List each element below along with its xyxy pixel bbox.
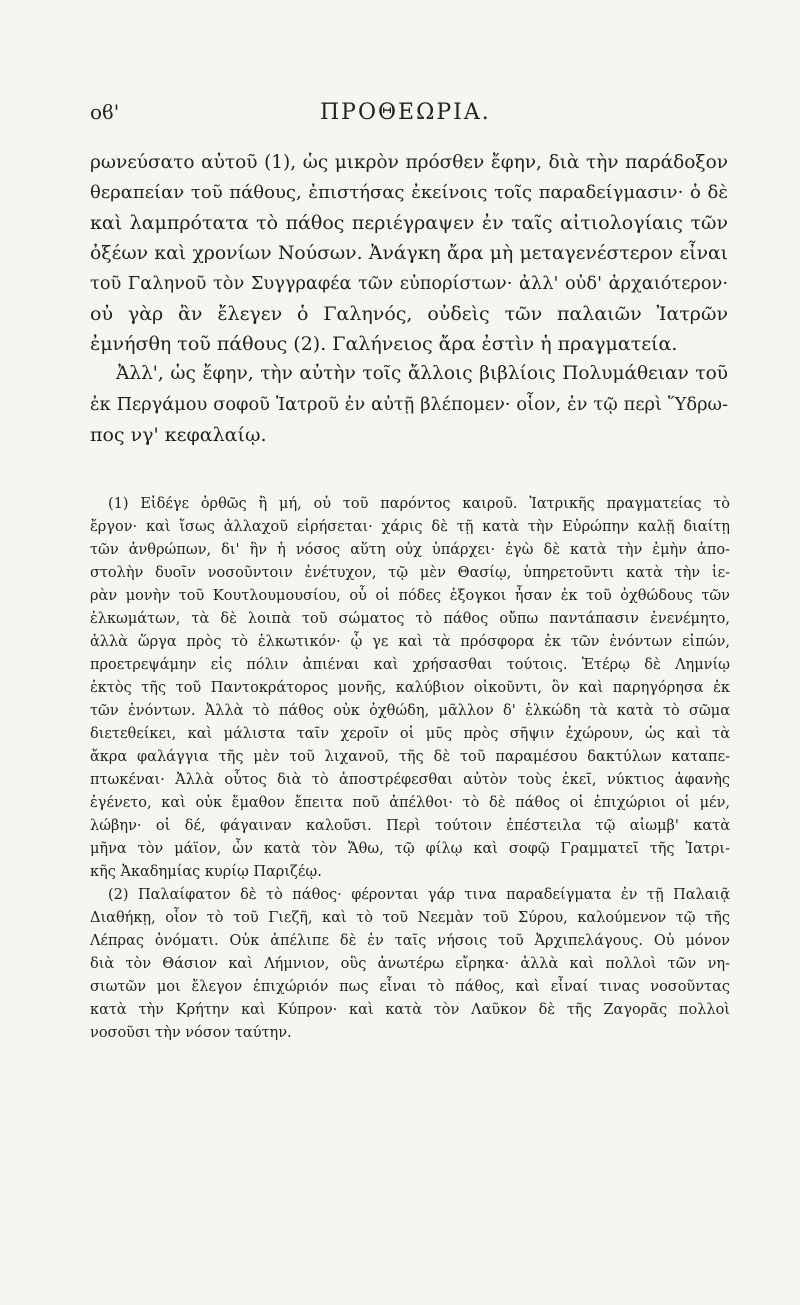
footnote-line: νοσοῦσι τὴν νόσον ταύτην. xyxy=(90,1025,292,1041)
footnote-line: ἐγένετο, καὶ οὐκ ἔμαθον ἔπειτα ποῦ ἀπέλθοι· τὸ δὲ πάθος οἱ ἐπιχώριοι οἱ μέν, xyxy=(90,795,730,811)
running-title: ΠΡΟΘΕΩΡΙΑ. xyxy=(320,100,491,125)
main-text-block xyxy=(90,148,728,450)
main-text-line: θεραπείαν τοῦ πάθους, ἐπιστήσας ἐκείνοις τοῖς παραδείγμασιν· ὁ δὲ xyxy=(90,182,728,204)
main-text-line: οὐ γὰρ ἂν ἔλεγεν ὁ Γαληνός, οὐδεὶς τῶν παλαιῶν Ἰατρῶν xyxy=(90,302,728,325)
footnote-line: κῆς Ἀκαδημίας κυρίῳ Παριζέῳ. xyxy=(90,864,322,880)
main-text-line: πος νγ' κεφαλαίῳ. xyxy=(90,423,267,446)
footnote-line: ἀλλὰ ὥργα πρὸς τὸ ἑλκωτικόν· ᾧ γε καὶ τὰ πρόσφορα ἐκ τῶν ἐνόντων εἰπών, xyxy=(90,634,730,650)
footnote-line: κατὰ τὴν Κρήτην καὶ Κύπρον· καὶ κατὰ τὸν Λαῦκον δὲ τῆς Ζαγορᾶς πολλοὶ xyxy=(90,1002,730,1018)
footnote-line: διετεθείκει, καὶ μάλιστα ταῖν χεροῖν οἱ μῦς πρὸς σῆψιν ἐχώρουν, ὡς καὶ τὰ xyxy=(90,726,730,742)
footnote-line: μῆνα τὸν μάϊον, ὧν κατὰ τὸν Ἄθω, τῷ φίλῳ καὶ σοφῷ Γραμματεῖ τῆς Ἰατρι- xyxy=(90,841,730,857)
footnote-line: ἑλκωμάτων, τὰ δὲ λοιπὰ τοῦ σώματος τὸ πάθος οὔπω παντάπασιν ἐνενέμητο, xyxy=(90,611,730,627)
footnote-line: ἔργον· καὶ ἴσως ἀλλαχοῦ εἰρήσεται· χάρις δὲ τῇ κατὰ τὴν Εὐρώπην καλῇ διαίτῃ xyxy=(90,519,730,535)
footnote-line: ἐκτὸς τῆς τοῦ Παντοκράτορος μονῆς, καλύβιον οἰκοῦντι, ὃν καὶ παρηγόρησα ἐκ xyxy=(90,680,730,696)
footnote-line: τῶν ἀνθρώπων, δι' ἣν ἡ νόσος αὕτη οὐχ ὑπάρχει· ἐγὼ δὲ κατὰ τὴν ἐμὴν ἀπο- xyxy=(90,542,730,558)
footnote-line: ρὰν μονὴν τοῦ Κουτλουμουσίου, οὗ οἱ πόδες ἐξογκοι ἦσαν ἐκ τοῦ ὀχθώδους τῶν xyxy=(90,588,730,604)
footnote-line: Λέπρας ὀνόματι. Οὐκ ἀπέλιπε δὲ ἐν ταῖς νήσοις τοῦ Ἀρχιπελάγους. Οὐ μόνον xyxy=(90,933,730,949)
main-text-line: ἐμνήσθη τοῦ πάθους (2). Γαλήνειος ἄρα ἐστὶν ἡ πραγματεία. xyxy=(90,333,678,356)
footnote-line: λώβην· οἱ δέ, φάγαιναν καλοῦσι. Περὶ τούτοιν ἐπέστειλα τῷ αἰωμβ' κατὰ xyxy=(90,818,730,834)
main-text-line: τοῦ Γαληνοῦ τὸν Συγγραφέα τῶν εὐπορίστων· ἀλλ' οὐδ' ἀρχαιότερον· xyxy=(90,273,728,294)
main-text-line: Ἀλλ', ὡς ἔφην, τὴν αὐτὴν τοῖς ἄλλοις βιβλίοις Πολυμάθειαν τοῦ xyxy=(116,363,728,385)
footnote-line: (1) Εἰδέγε ὀρθῶς ἢ μή, οὐ τοῦ παρόντος καιροῦ. Ἰατρικῆς πραγματείας τὸ xyxy=(108,496,730,512)
footnote-line: στολὴν δυοῖν νοσοῦντοιν ἐνέτυχον, τῷ μὲν Θασίῳ, ὑπηρετοῦντι κατὰ τὴν ἱε- xyxy=(90,565,730,581)
footnote-line: σιωτῶν μοι ἔλεγον ἐπιχώριόν πως εἶναι τὸ πάθος, καὶ εἶναί τινας νοσοῦντας xyxy=(90,979,730,995)
footnote-line: τῶν ἐνόντων. Ἀλλὰ τὸ πάθος οὐκ ὀχθώδη, μᾶλλον δ' ἑλκώδη τὰ κατὰ τὸ σῶμα xyxy=(90,703,730,719)
footnote-line: πτωκέναι· Ἀλλὰ οὗτος διὰ τὸ ἀποστρέφεσθαι αὐτὸν τοὺς ἐκεῖ, νύκτιος ἀφανὴς xyxy=(90,772,730,788)
footnotes-block xyxy=(90,493,730,1045)
main-text-line: ἐκ Περγάμου σοφοῦ Ἰατροῦ ἐν αὐτῇ βλέπομεν· οἷον, ἐν τῷ περὶ Ὕδρω- xyxy=(90,394,728,415)
footnote-line: ἄκρα φαλάγγια τῆς μὲν τοῦ λιχανοῦ, τῆς δὲ τοῦ παραμέσου δακτύλων καταπε- xyxy=(90,749,730,765)
main-text-line: ρωνεύσατο αὐτοῦ (1), ὡς μικρὸν πρόσθεν ἔφην, διὰ τὴν παράδοξον xyxy=(90,152,728,173)
footnote-line: Διαθήκῃ, οἷον τὸ τοῦ Γιεζῆ, καὶ τὸ τοῦ Νεεμὰν τοῦ Σύρου, καλούμενον τῷ τῆς xyxy=(90,910,730,926)
page-number: οϐ' xyxy=(90,100,120,124)
footnote-line: προετρεψάμην εἰς πόλιν ἀπιέναι καὶ χρήσασθαι τούτοις. Ἑτέρῳ δὲ Λημνίῳ xyxy=(90,657,730,673)
page-header xyxy=(90,100,730,140)
footnote-line: διὰ τὸν Θάσιον καὶ Λήμνιον, οὓς ἀνωτέρω εἴρηκα· ἀλλὰ καὶ πολλοὶ τῶν νη- xyxy=(90,956,730,972)
main-text-line: ὀξέων καὶ χρονίων Νούσων. Ἀνάγκη ἄρα μὴ μεταγενέστερον εἶναι xyxy=(90,242,728,264)
footnote-line: (2) Παλαίφατον δὲ τὸ πάθος· φέρονται γάρ τινα παραδείγματα ἐν τῇ Παλαιᾷ xyxy=(108,887,730,903)
main-text-line: καὶ λαμπρότατα τὸ πάθος περιέγραψεν ἐν ταῖς αἰτιολογίαις τῶν xyxy=(90,212,728,235)
